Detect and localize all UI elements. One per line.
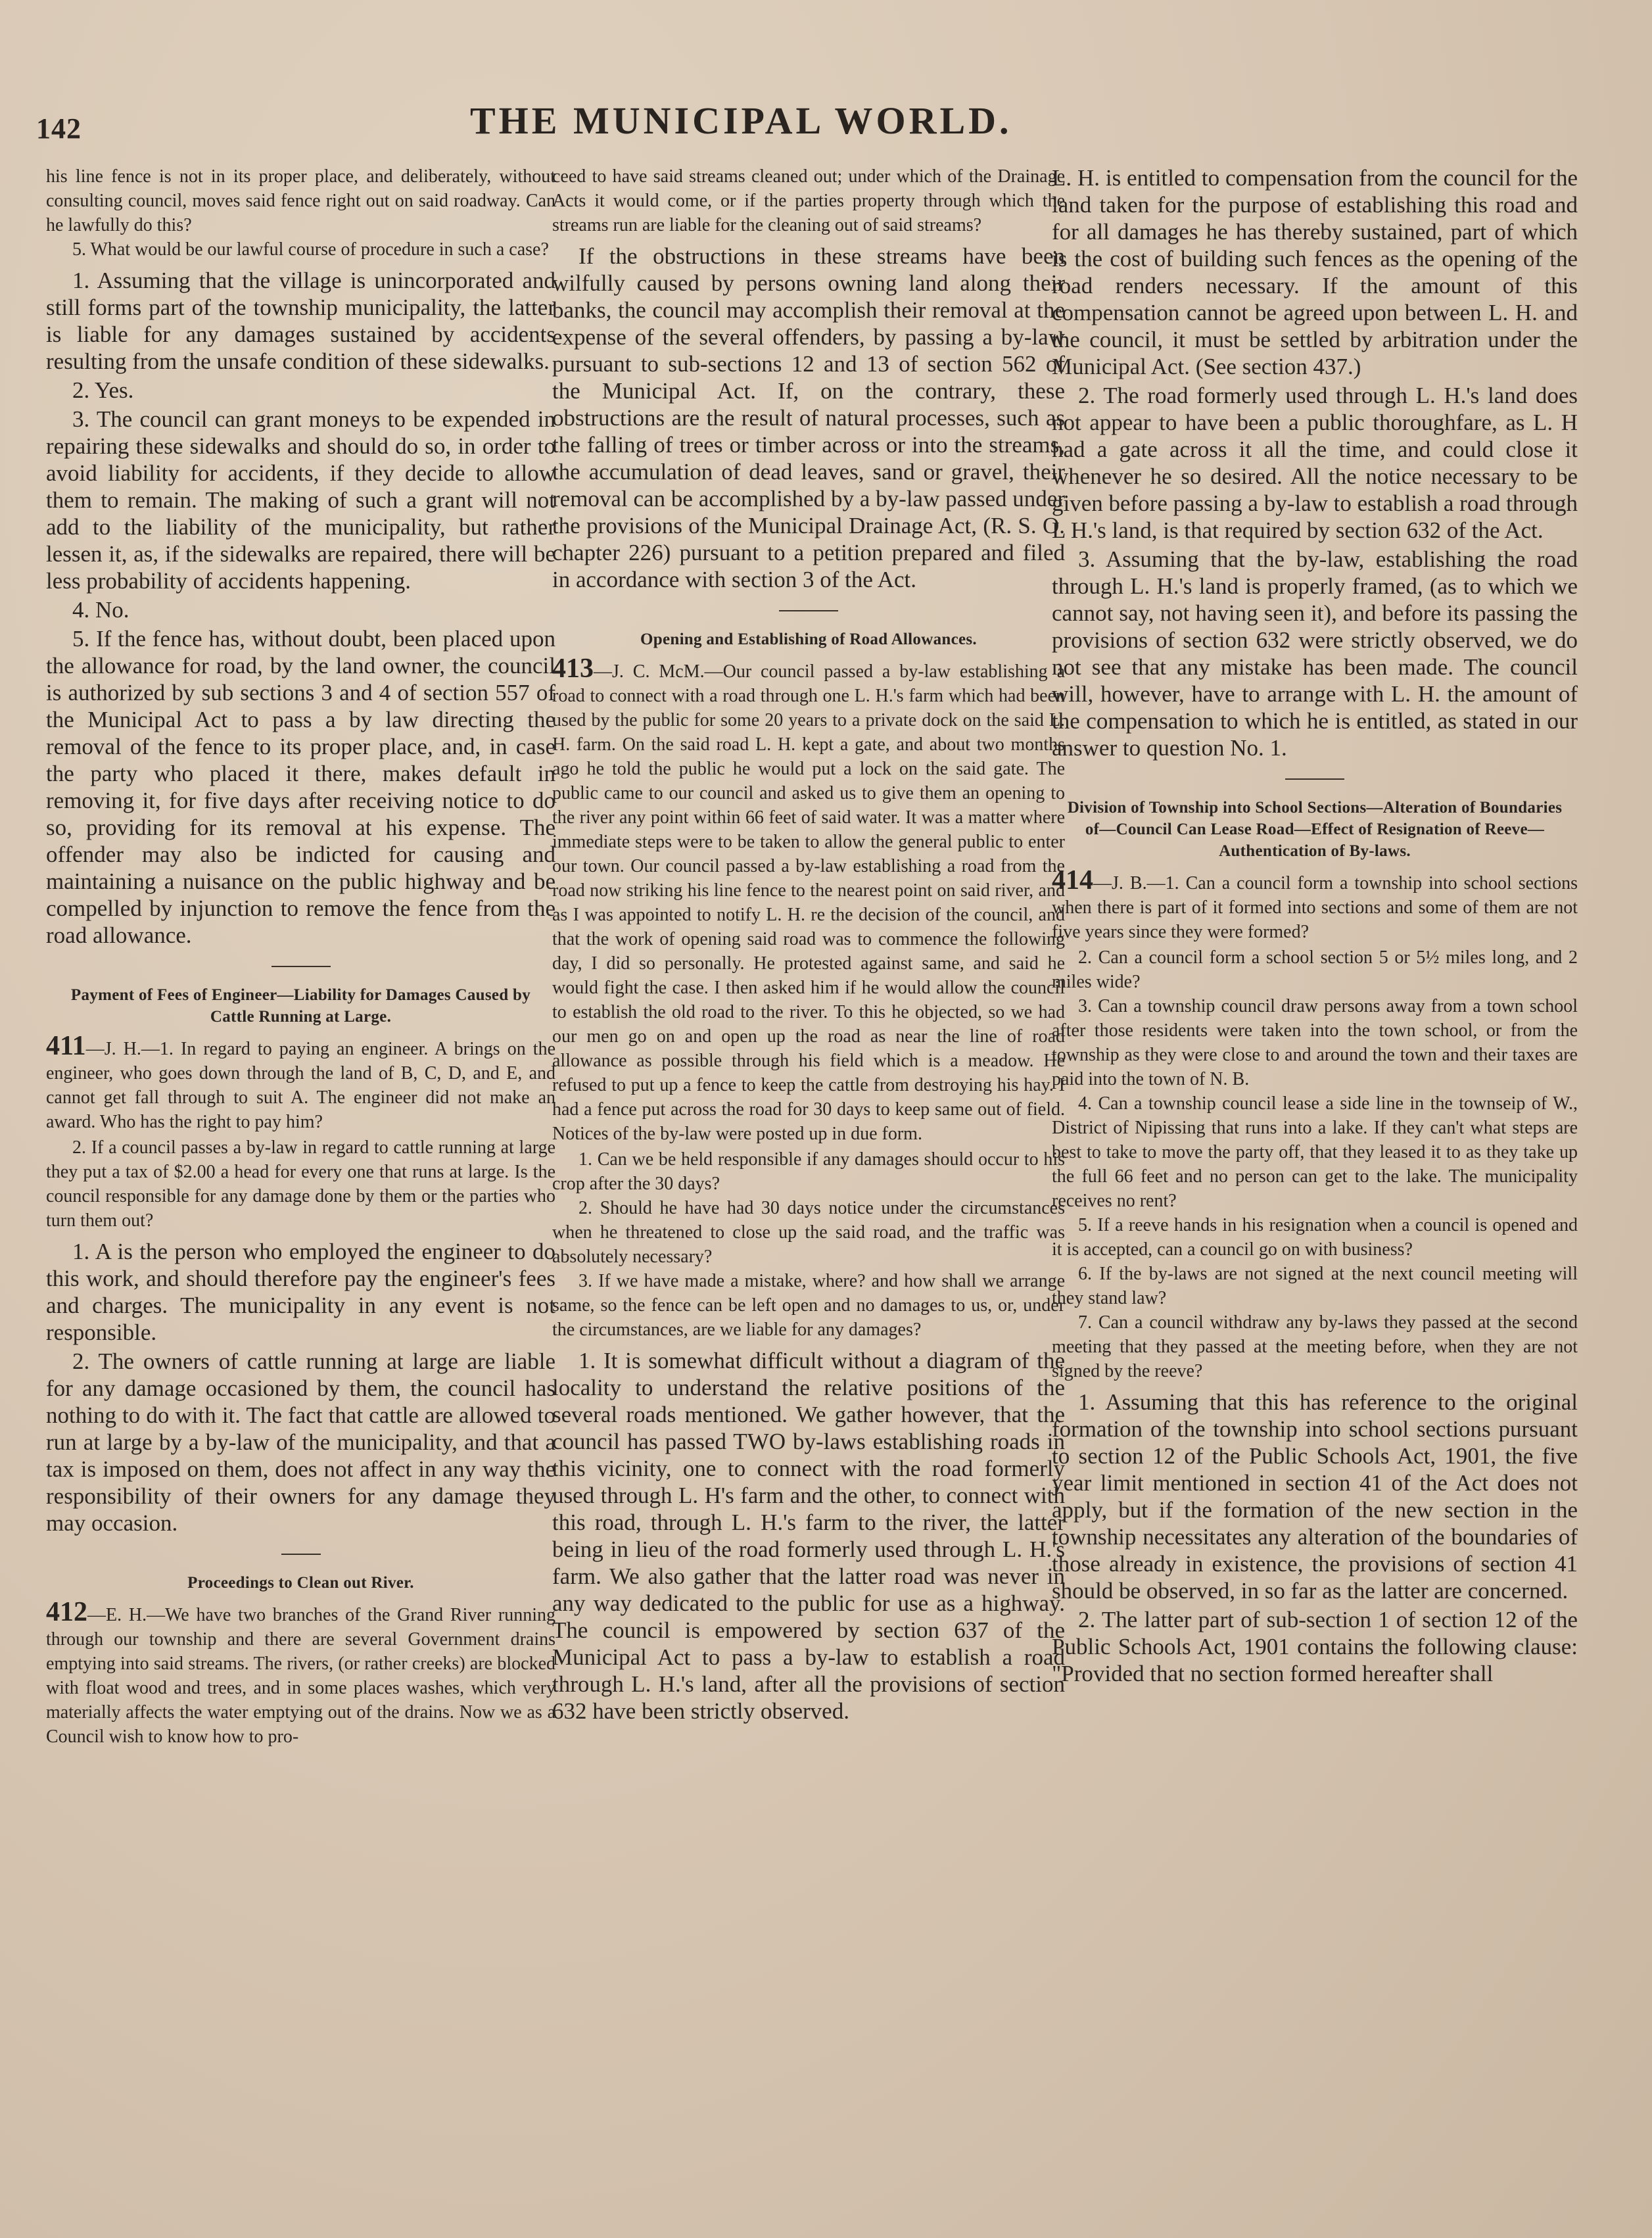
question-text: —E. H.—We have two branches of the Grand River running through our township and there are several Government drains emptying into said streams. The rivers, (or rather creeks) are blocked with float wood and trees, and in some places washes, which very materially affects the water emptying out of the drains. Now we as a Council wish to know how to pro- (46, 1605, 555, 1747)
question-item (552, 654, 1065, 1146)
page-number: 142 (36, 112, 82, 145)
question-number: 413 (552, 654, 594, 684)
question-item: 5. If a reeve hands in his resignation when a council is opened and it is accepted, can a council go on with business? (1052, 1215, 1578, 1260)
question-number: 414 (1052, 865, 1093, 895)
answer-paragraph: 3. Assuming that the by-law, establishing the road through L. H.'s land is properly framed, (as to which we cannot say, not having seen it), and before its passing the provisions of section 632 were strictly observed, we do not see that any mistake has been made. The council will, however, have to arrange with L. H. the amount of the compensation to which he is entitled, as stated in our answer to question No. 1. (1052, 546, 1578, 761)
answer-paragraph: 3. The council can grant moneys to be expended in repairing these sidewalks and should do so, in order to avoid liability for accidents, if they decide to allow them to remain. The making of such a grant will not add to the liability of the municipality, but rather lessen it, as, if the sidewalks are repaired, there will be less probability of accidents happening. (46, 406, 555, 594)
question-item: 1. Can we be held responsible if any damages should occur to his crop after the 30 days? (552, 1149, 1065, 1194)
section-divider (779, 610, 838, 611)
question-item: 3. If we have made a mistake, where? and how shall we arrange same, so the fence can be left open and no damages to us, or, under the circumstances, are we liable for any damages? (552, 1271, 1065, 1340)
question-item (1052, 865, 1578, 944)
question-item: 6. If the by-laws are not signed at the next council meeting will they stand law? (1052, 1264, 1578, 1308)
question-text: —J. H.—1. In regard to paying an engineer. A brings on the engineer, who goes down through the land of B, C, D, and E, and cannot get fall through to suit A. The engineer did not make an award. Who has the right to pay him? (46, 1039, 555, 1132)
section-heading: Payment of Fees of Engineer—Liability for Damages Caused by Cattle Running at Large. (70, 986, 531, 1026)
question-text: —J. B.—1. Can a council form a township into school sections when there is part of it formed into sections and some of them are not five years since they were formed? (1052, 873, 1578, 942)
question-item: 3. Can a township council draw persons away from a town school after those residents were taken into the town school, or from the township as they were close to and around the town and their taxes are paid into the town of N. B. (1052, 996, 1578, 1089)
answer-paragraph: 2. The owners of cattle running at large are liable for any damage occasioned by them, the council has nothing to do with it. The fact that cattle are allowed to run at large by a by-law of the municipality, and that a tax is imposed on them, does not affect in any way the responsibility of their owners for any damage they may occasion. (46, 1348, 555, 1536)
journal-title: THE MUNICIPAL WORLD. (470, 99, 1012, 142)
question-item: 7. Can a council withdraw any by-laws they passed at the second meeting that they passed at the meeting before, when they are not signed by the reeve? (1052, 1312, 1578, 1381)
answer-continuation: L. H. is entitled to compensation from the council for the land taken for the purpose of establishing this road and for all damages he has thereby sustained, part of which is the cost of building such fences as the opening of the road renders necessary. If the amount of this compensation cannot be agreed upon between L. H. and the council, it must be settled by arbitration under the Municipal Act. (See section 437.) (1052, 165, 1578, 379)
answer-paragraph: 2. Yes. (72, 377, 134, 403)
section-divider (271, 966, 331, 967)
question-item: 4. Can a township council lease a side line in the townseip of W., District of Nipissing that runs into a lake. If they can't what steps are best to take to move the party off, that they leased it to as they take up the full 66 feet and no person can get to the lake. The municipality receives no rent? (1052, 1093, 1578, 1211)
question-item: 2. If a council passes a by-law in regard to cattle running at large they put a tax of $2.00 a head for every one that runs at large. Is the council responsible for any damage done by them or the parties who turn them out? (46, 1137, 555, 1231)
section-heading: Division of Township into School Sections—Alteration of Boundaries of—Council Can Lease Road—Effect of Resignation of Reeve—Authentication of By-laws. (1067, 799, 1563, 860)
section-heading: Proceedings to Clean out River. (187, 1574, 414, 1592)
section-heading: Opening and Establishing of Road Allowances. (640, 631, 977, 648)
answer-paragraph: 4. No. (72, 597, 130, 623)
question-item: 2. Should he have had 30 days notice under the circumstances when he threatened to close up the said road, and the traffic was absolutely necessary? (552, 1198, 1065, 1267)
question-number: 412 (46, 1597, 87, 1627)
section-divider (1285, 778, 1344, 780)
question-item: 2. Can a council form a school section 5 or 5½ miles long, and 2 miles wide? (1052, 947, 1578, 992)
question-item (46, 1031, 555, 1134)
question-item: 5. What would be our lawful course of procedure in such a case? (72, 239, 549, 260)
column-3 (1052, 164, 1578, 1689)
page-header (36, 99, 1588, 158)
column-1 (46, 164, 555, 1750)
answer-paragraph: If the obstructions in these streams have been wilfully caused by persons owning land along their banks, the council may accomplish their removal at the expense of the several offenders, by passing a by-law pursuant to sub-sections 12 and 13 of section 562 of the Municipal Act. If, on the contrary, these obstructions are the result of natural processes, such as the falling of trees or timber across or into the streams, the accumulation of dead leaves, sand or gravel, their removal can be accomplished by a by-law passed under the provisions of the Municipal Drainage Act, (R. S. O. chapter 226) pursuant to a petition prepared and filed in accordance with section 3 of the Act. (552, 243, 1065, 592)
answer-paragraph: 1. Assuming that this has reference to the original formation of the township into school sections pursuant to section 12 of the Public Schools Act, 1901, the five year limit mentioned in section 41 of the Act does not apply, but if the formation of the new section in the township necessitates any alteration of the boundaries of those already in existence, the provisions of section 41 should be observed, in so far as the latter are concerned. (1052, 1389, 1578, 1604)
question-number: 411 (46, 1031, 86, 1061)
answer-paragraph: 5. If the fence has, without doubt, been placed upon the allowance for road, by the land owner, the council is authorized by sub sections 3 and 4 of section 557 of the Municipal Act to pass a by law directing the removal of the fence to its proper place, and, in case the party who placed it there, makes default in removing it, for five days after receiving notice to do so, providing for its removal at his expense. The offender may also be indicted for causing and maintaining a nuisance on the public highway and be compelled by injunction to remove the fence from the road allowance. (46, 626, 555, 948)
column-2 (552, 164, 1065, 1726)
answer-paragraph: 1. It is somewhat difficult without a diagram of the locality to understand the relative positions of the several roads mentioned. We gather however, that the council has passed TWO by-laws establishing roads in this vicinity, one to connect with the road formerly used through L. H's farm and the other, to connect with this road, through L. H.'s farm to the river, the latter being in lieu of the road formerly used through L. H.'s farm. We also gather that the latter road was never in any way dedicated to the public for use as a highway. The council is empowered by section 637 of the Municipal Act to pass a by-law to establish a road through L. H.'s land, after all the provisions of section 632 have been strictly observed. (552, 1348, 1065, 1724)
question-text: —J. C. McM.—Our council passed a by-law establishing a road to connect with a road through one L. H.'s farm which had been used by the public for some 20 years to a private dock on the said L. H. farm. On the said road L. H. kept a gate, and about two months ago he told the public he would put a lock on the said gate. The public came to our council and asked us to give them an opening to the river any point within 66 feet of said water. It was a matter where immediate steps were to be taken to allow the general public to enter our town. Our council passed a by-law establishing a road from the road now striking his line fence to the nearest point on said river, and as I was appointed to notify L. H. re the decision of the council, and that the work of opening said road was to commence the following day, I did so personally. He protested against same, and said he would fight the case. I then asked him if he would allow the council to establish the old road to the river. To this he objected, so we had our men go on and open up the road as near the line of road allowance as possible through his field which is a meadow. He refused to put up a fence to keep the cattle from destroying his hay. I had a fence put across the road for 30 days to keep same out of field. Notices of the by-law were posted up in due form. (552, 661, 1065, 1144)
answer-paragraph: 2. The road formerly used through L. H.'s land does not appear to have been a public thoroughfare, as L. H had a gate across it all the time, and could close it whenever he so desired. All the notice necessary to be given before passing a by-law to establish a road through L H.'s land, is that required by section 632 of the Act. (1052, 383, 1578, 543)
question-continuation: ceed to have said streams cleaned out; under which of the Drainage Acts it would come, or if the parties property through which the streams run are liable for the cleaning out of said streams? (552, 166, 1065, 235)
section-divider (281, 1554, 321, 1555)
question-continuation: his line fence is not in its proper place, and deliberately, without consulting council, moves said fence right out on said roadway. Can he lawfully do this? (46, 166, 555, 235)
answer-paragraph: 1. Assuming that the village is unincorporated and still forms part of the township municipality, the latter is liable for any damages sustained by accidents resulting from the unsafe condition of these sidewalks. (46, 268, 555, 374)
answer-paragraph: 2. The latter part of sub-section 1 of section 12 of the Public Schools Act, 1901 contains the following clause: "Provided that no section formed hereafter shall (1052, 1607, 1578, 1686)
question-item (46, 1597, 555, 1749)
answer-paragraph: 1. A is the person who employed the engineer to do this work, and should therefore pay the engineer's fees and charges. The municipality in any event is not responsible. (46, 1239, 555, 1345)
